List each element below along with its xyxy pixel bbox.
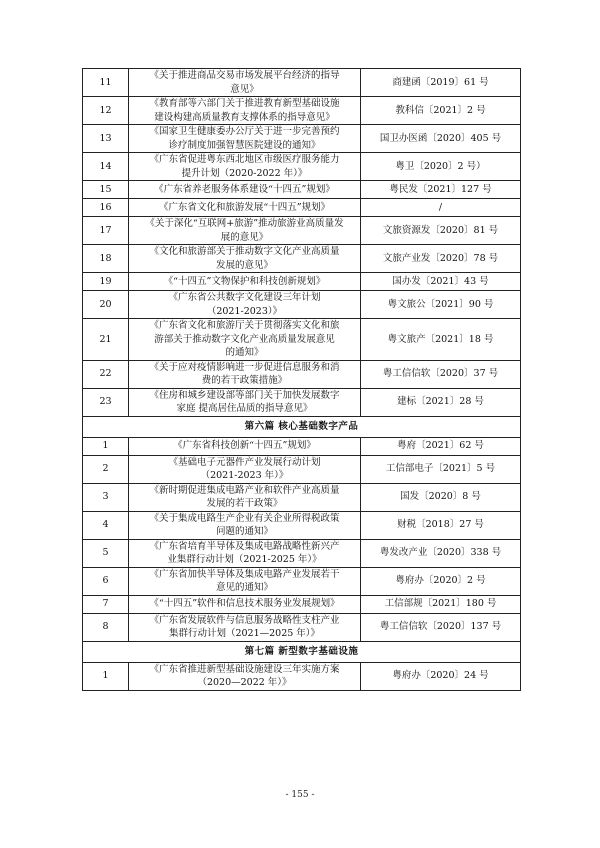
document-number: 教科信〔2021〕2 号 <box>361 97 521 125</box>
document-number: 粤府〔2021〕62 号 <box>361 437 521 455</box>
document-title-line: 《文化和旅游部关于推动数字文化产业高质量 <box>149 246 340 257</box>
document-title <box>129 455 361 483</box>
document-number: 财税〔2018〕27 号 <box>361 511 521 539</box>
document-title <box>129 613 361 641</box>
document-title-line: 《关于推进商品交易市场发展平台经济的指导 <box>149 70 340 81</box>
row-number: 2 <box>83 455 129 483</box>
section-row <box>83 641 521 662</box>
document-title-line: 家庭 提高居住品质的指导意见》 <box>176 403 313 414</box>
document-title <box>129 273 361 291</box>
document-number: 粤民发〔2021〕127 号 <box>361 181 521 199</box>
section-heading: 第六篇 核心基础数字产品 <box>83 416 521 437</box>
document-title-line: 意见》 <box>230 83 259 95</box>
document-title <box>129 437 361 455</box>
document-title <box>129 181 361 199</box>
document-title-line: 《广东省促进粤东西北地区市级医疗服务能力 <box>149 154 340 165</box>
document-title <box>129 388 361 416</box>
document-title-line: 集群行动计划（2021—2025 年）》 <box>168 628 321 639</box>
table-row <box>83 511 521 539</box>
document-title-line: （2021-2023 年）》 <box>200 470 289 481</box>
document-number: 工信部规〔2021〕180 号 <box>361 595 521 613</box>
document-title-line: 《“十四五”软件和信息技术服务业发展规划》 <box>149 598 340 610</box>
document-title <box>129 319 361 361</box>
document-title-line: 的通知》 <box>225 347 264 358</box>
document-title-line: 《关于深化“互联网+旅游”推动旅游业高质量发 <box>145 218 344 229</box>
row-number: 7 <box>83 595 129 613</box>
table-row <box>83 217 521 245</box>
table-row <box>83 125 521 153</box>
document-number: / <box>361 199 521 217</box>
document-title-line: 发展的意见》 <box>215 259 273 271</box>
document-title-line: 《广东省文化和旅游厅关于贯彻落实文化和旅 <box>149 320 340 331</box>
document-number: 粤文旅产〔2021〕18 号 <box>361 319 521 361</box>
document-title <box>129 217 361 245</box>
table-row <box>83 69 521 97</box>
document-title-line: 《广东省文化和旅游发展“十四五”规划》 <box>158 201 331 213</box>
document-title-line: 提升计划（2020-2022 年）》 <box>181 167 308 179</box>
table-row <box>83 595 521 613</box>
row-number: 23 <box>83 388 129 416</box>
document-title-line: 《基础电子元器件产业发展行动计划 <box>168 456 321 468</box>
document-title <box>129 360 361 388</box>
document-title <box>129 245 361 273</box>
table-row <box>83 181 521 199</box>
document-number: 粤工信信软〔2020〕137 号 <box>361 613 521 641</box>
table-row <box>83 273 521 291</box>
document-number: 商建函〔2019〕61 号 <box>361 69 521 97</box>
document-number: 粤府办〔2020〕2 号 <box>361 567 521 595</box>
document-title-line: 《国家卫生健康委办公厅关于进一步完善预约 <box>149 126 340 137</box>
document-title-line: 《广东省发展软件与信息服务战略性支柱产业 <box>149 614 340 626</box>
document-number: 建标〔2021〕28 号 <box>361 388 521 416</box>
document-title-line: 《新时期促进集成电路产业和软件产业高质量 <box>149 484 340 496</box>
page-number: - 155 - <box>285 790 315 800</box>
row-number: 15 <box>83 181 129 199</box>
document-title-line: 《广东省养老服务体系建设“十四五”规划》 <box>154 183 335 195</box>
table-row <box>83 483 521 511</box>
document-number: 粤发改产业〔2020〕338 号 <box>361 539 521 567</box>
document-title-line: 展的意见》 <box>220 231 269 243</box>
row-number: 20 <box>83 291 129 319</box>
document-number: 粤卫〔2020〕2 号） <box>361 153 521 181</box>
document-title-line: 发展的若干政策》 <box>206 498 283 509</box>
row-number: 1 <box>83 437 129 455</box>
table-row <box>83 613 521 641</box>
section-row <box>83 416 521 437</box>
document-title-line: 费的若干政策措施》 <box>201 375 288 386</box>
document-title-line: 《广东省加快半导体及集成电路产业发展若干 <box>149 568 340 580</box>
row-number: 14 <box>83 153 129 181</box>
row-number: 16 <box>83 199 129 217</box>
document-number: 文旅资源发〔2020〕81 号 <box>361 217 521 245</box>
document-title-line: 《关于应对疫情影响进一步促进信息服务和消 <box>149 361 340 373</box>
table-row <box>83 153 521 181</box>
table-row <box>83 567 521 595</box>
document-title <box>129 125 361 153</box>
document-title-line: 《“十四五”文物保护和科技创新规划》 <box>163 275 326 287</box>
document-title-line: 《广东省培育半导体及集成电路战略性新兴产 <box>149 540 340 552</box>
document-title <box>129 69 361 97</box>
table-row <box>83 539 521 567</box>
row-number: 11 <box>83 69 129 97</box>
row-number: 17 <box>83 217 129 245</box>
document-title-line: 建设构建高质量教育支撑体系的指导意见》 <box>154 111 335 123</box>
document-number: 文旅产业发〔2020〕78 号 <box>361 245 521 273</box>
row-number: 6 <box>83 567 129 595</box>
policy-document-table <box>82 68 521 691</box>
document-title <box>129 511 361 539</box>
document-title <box>129 199 361 217</box>
row-number: 13 <box>83 125 129 153</box>
document-title <box>129 97 361 125</box>
document-number: 国卫办医函〔2020〕405 号 <box>361 125 521 153</box>
document-title <box>129 567 361 595</box>
document-title-line: 业集群行动计划（2021-2025 年）》 <box>167 554 322 565</box>
table-row <box>83 455 521 483</box>
document-number: 工信部电子〔2021〕5 号 <box>361 455 521 483</box>
document-title <box>129 595 361 613</box>
table-row <box>83 437 521 455</box>
document-title <box>129 662 361 690</box>
document-title-line: （2021-2023）》 <box>206 305 283 317</box>
row-number: 8 <box>83 613 129 641</box>
document-title-line: 《住房和城乡建设部等部门关于加快发展数字 <box>149 389 340 401</box>
document-number: 粤文旅公〔2021〕90 号 <box>361 291 521 319</box>
document-title-line: 游部关于推动数字文化产业高质量发展意见 <box>154 333 335 345</box>
document-title-line: （2020—2022 年）》 <box>197 677 292 688</box>
row-number: 3 <box>83 483 129 511</box>
document-title-line: 意见的通知》 <box>215 582 273 593</box>
document-title <box>129 291 361 319</box>
table-row <box>83 199 521 217</box>
table-row <box>83 245 521 273</box>
section-heading: 第七篇 新型数字基础设施 <box>83 641 521 662</box>
document-title-line: 《广东省科技创新“十四五”规划》 <box>173 440 316 452</box>
row-number: 12 <box>83 97 129 125</box>
document-title <box>129 483 361 511</box>
document-number: 国办发〔2021〕43 号 <box>361 273 521 291</box>
document-title <box>129 539 361 567</box>
row-number: 1 <box>83 662 129 690</box>
table-row <box>83 388 521 416</box>
document-title-line: 《教育部等六部门关于推进教育新型基础设施 <box>149 98 340 109</box>
row-number: 19 <box>83 273 129 291</box>
row-number: 18 <box>83 245 129 273</box>
row-number: 22 <box>83 360 129 388</box>
document-title-line: 问题的通知》 <box>215 526 273 537</box>
document-title-line: 《广东省推进新型基础设施建设三年实施方案 <box>149 663 340 675</box>
document-title-line: 诊疗制度加强智慧医院建设的通知》 <box>168 139 321 151</box>
document-title-line: 《广东省公共数字文化建设三年计划 <box>168 292 321 303</box>
document-number: 国发〔2020〕8 号 <box>361 483 521 511</box>
table-row <box>83 97 521 125</box>
table-row <box>83 291 521 319</box>
document-title <box>129 153 361 181</box>
table-row <box>83 360 521 388</box>
row-number: 4 <box>83 511 129 539</box>
row-number: 5 <box>83 539 129 567</box>
table-row <box>83 319 521 361</box>
table-row <box>83 662 521 690</box>
document-title-line: 《关于集成电路生产企业有关企业所得税政策 <box>149 512 340 524</box>
document-number: 粤工信信软〔2020〕37 号 <box>361 360 521 388</box>
document-number: 粤府办〔2020〕24 号 <box>361 662 521 690</box>
row-number: 21 <box>83 319 129 361</box>
